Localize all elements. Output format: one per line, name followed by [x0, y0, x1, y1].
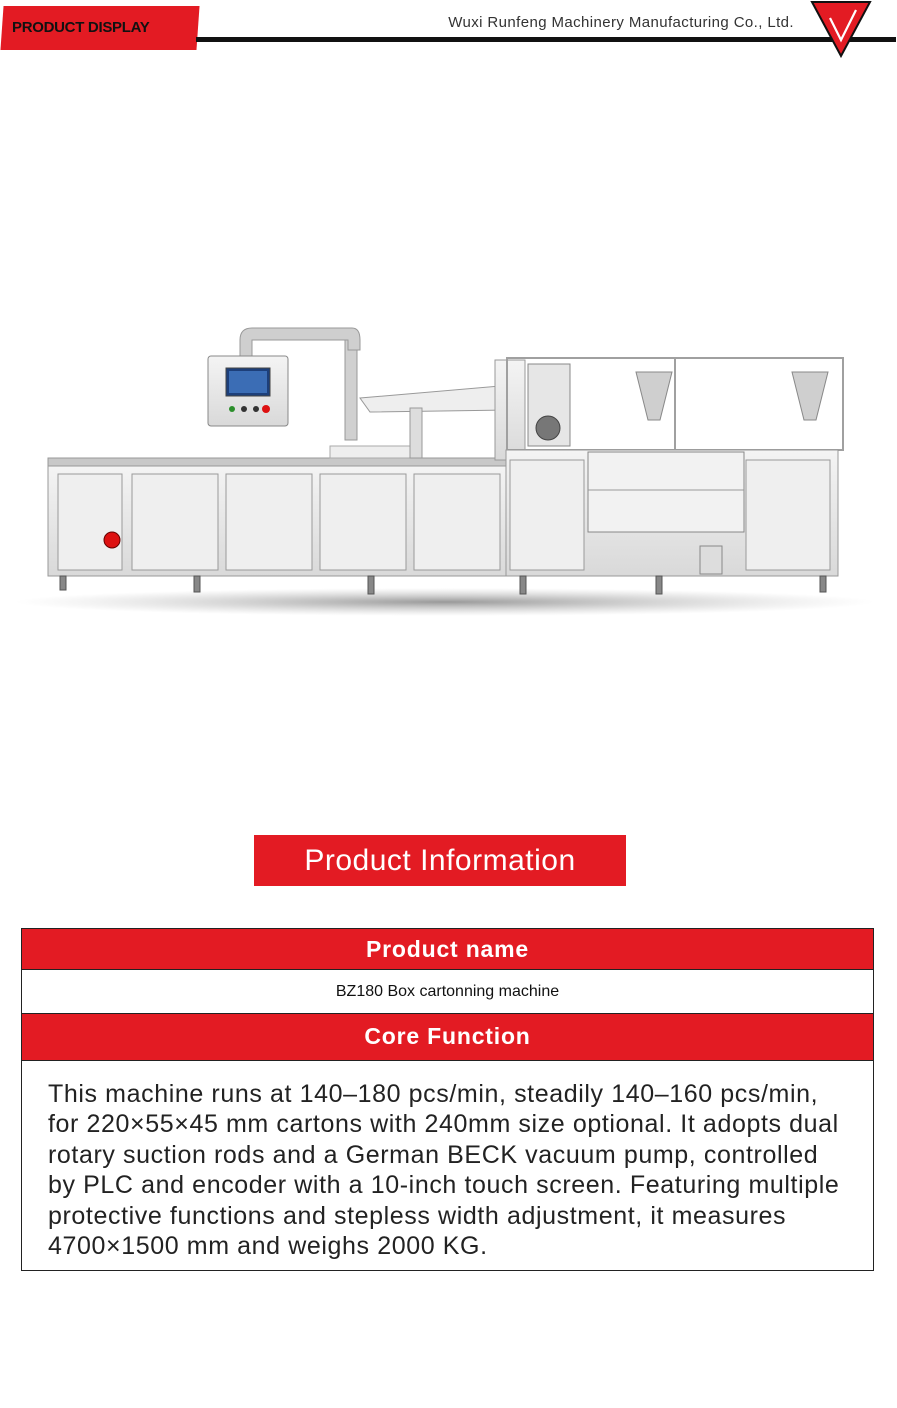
- machine-illustration: [0, 320, 897, 620]
- core-function-header: Core Function: [22, 1014, 873, 1061]
- core-function-text: This machine runs at 140–180 pcs/min, steadily 140–160 pcs/min, for 220×55×45 mm cartons with 240mm size optional. It adopts dual rotary suction rods and a German BECK vacuum pump, controlled by PLC and encoder with a 10-inch touch screen. Featuring multiple protective functions and stepless width adjustment, it measures 4700×1500 mm and weighs 2000 KG.: [22, 1061, 873, 1270]
- v-triangle-logo-icon: [810, 0, 872, 58]
- product-name-header: Product name: [22, 929, 873, 970]
- product-name-value: BZ180 Box cartonning machine: [22, 970, 873, 1014]
- header-divider: [196, 37, 896, 42]
- company-name: Wuxi Runfeng Machinery Manufacturing Co., Ltd.: [448, 14, 794, 31]
- product-info-table: [21, 928, 874, 1271]
- product-information-banner: Product Information: [254, 835, 626, 886]
- product-display-label: PRODUCT DISPLAY: [12, 19, 150, 36]
